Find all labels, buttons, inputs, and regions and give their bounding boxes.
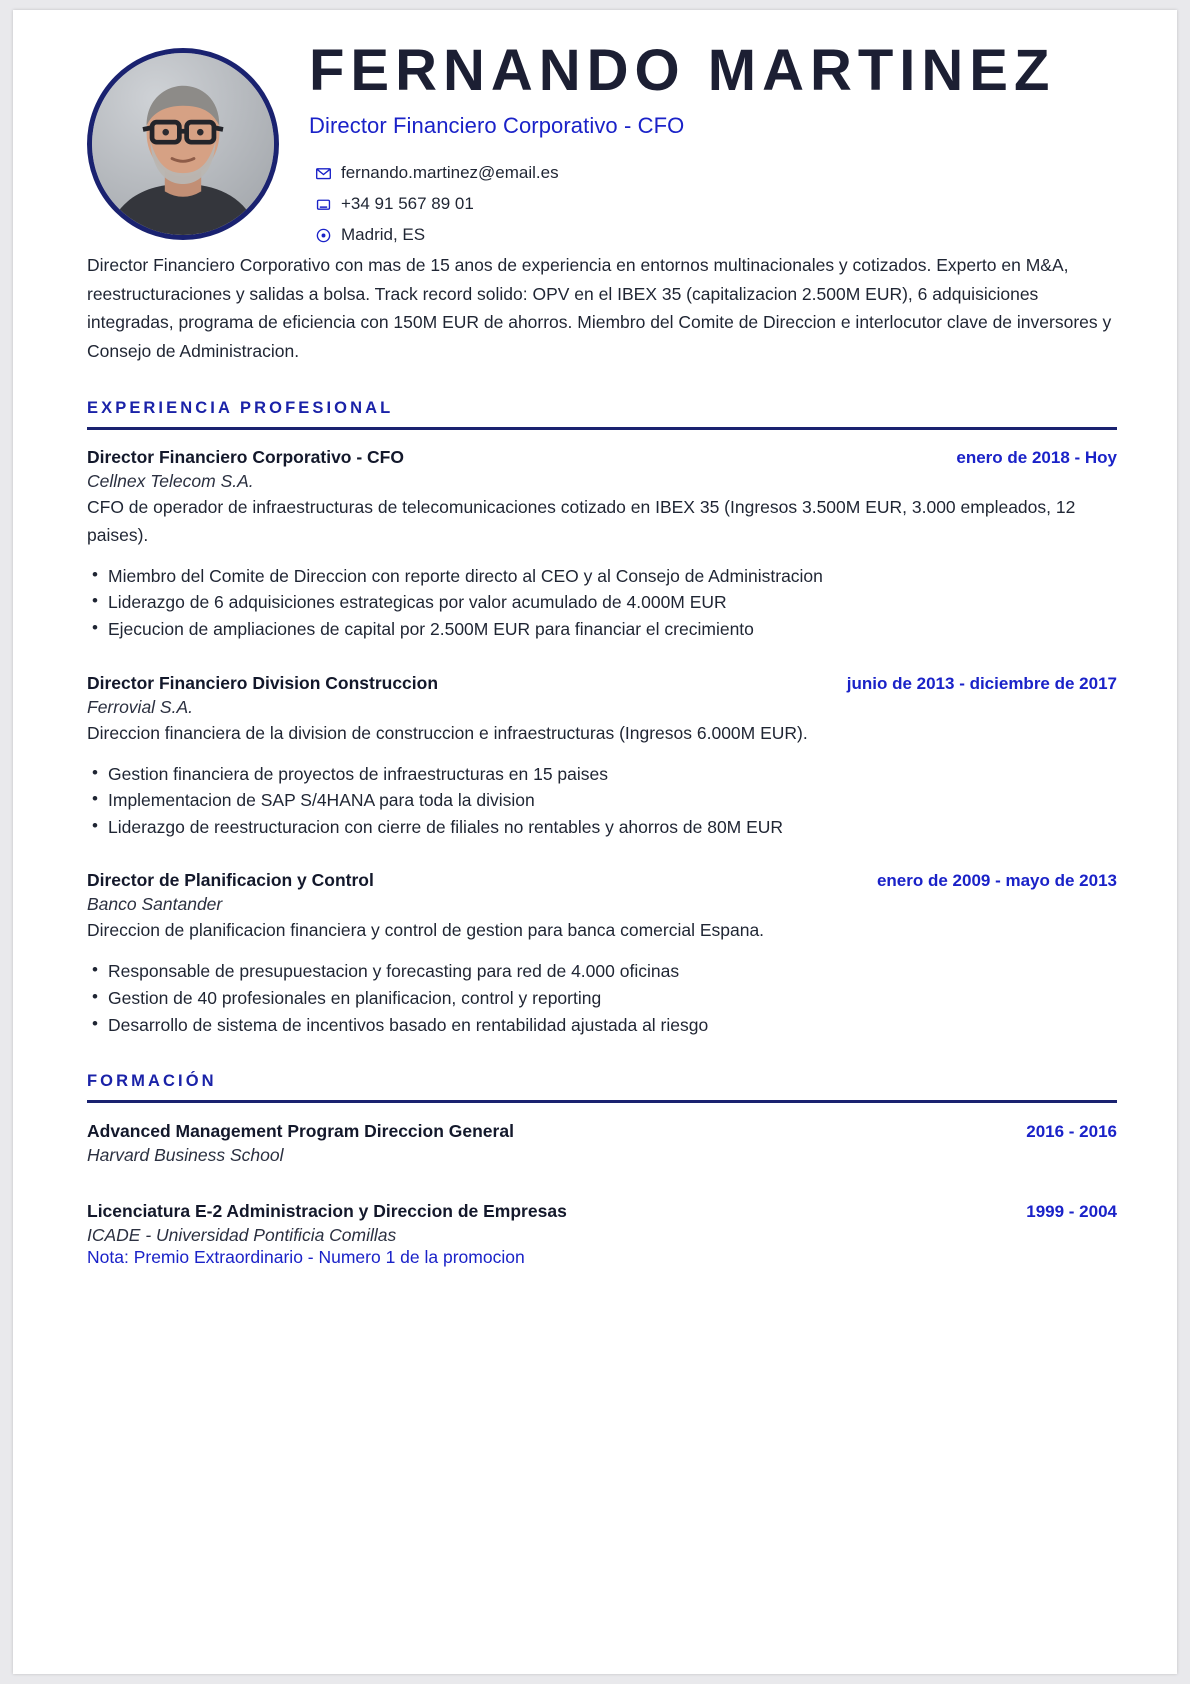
experience-bullet: • Ejecucion de ampliaciones de capital por 2.500M EUR para financiar el crecimiento xyxy=(87,616,1117,643)
experience-bullet: • Liderazgo de 6 adquisiciones estrategicas por valor acumulado de 4.000M EUR xyxy=(87,589,1117,616)
experience-organization: Cellnex Telecom S.A. xyxy=(87,470,254,491)
candidate-name: FERNANDO MARTINEZ xyxy=(309,38,1056,103)
education-entry-header xyxy=(87,1121,1117,1142)
contact-location[interactable] xyxy=(315,225,1117,245)
experience-bullet-list xyxy=(87,563,1117,643)
experience-bullet: • Desarrollo de sistema de incentivos basado en rentabilidad ajustada al riesgo xyxy=(87,1012,1117,1039)
phone-icon xyxy=(315,196,332,213)
experience-bullet: • Miembro del Comite de Direccion con reporte directo al CEO y al Consejo de Administracion xyxy=(87,563,1117,590)
experience-bullet: • Liderazgo de reestructuracion con cierre de filiales no rentables y ahorros de 80M EUR xyxy=(87,814,1117,841)
education-entry-header xyxy=(87,1201,1117,1222)
location-pin-icon xyxy=(315,227,332,244)
contact-phone[interactable] xyxy=(315,194,1117,214)
contact-location-value: Madrid, ES xyxy=(341,225,426,245)
resume-page xyxy=(13,10,1177,1674)
experience-dates: junio de 2013 - diciembre de 2017 xyxy=(846,673,1117,693)
experience-description: Direccion financiera de la division de construccion e infraestructuras (Ingresos 6.000M EUR). xyxy=(87,722,808,743)
envelope-icon xyxy=(315,165,332,182)
section-divider xyxy=(87,427,1117,430)
section-experience xyxy=(87,399,1117,1038)
experience-bullet: • Implementacion de SAP S/4HANA para toda la division xyxy=(87,787,1117,814)
experience-bullet: • Gestion financiera de proyectos de infraestructuras en 15 paises xyxy=(87,761,1117,788)
experience-entry-header xyxy=(87,870,1117,891)
education-entry xyxy=(87,1121,1117,1166)
education-dates: 1999 - 2004 xyxy=(1026,1202,1117,1222)
experience-description: Direccion de planificacion financiera y control de gestion para banca comercial Espana. xyxy=(87,920,765,941)
experience-organization: Ferrovial S.A. xyxy=(87,696,193,717)
section-education xyxy=(87,1072,1117,1268)
education-note: Nota: Premio Extraordinario - Numero 1 de la promocion xyxy=(87,1247,525,1268)
section-title-experience: EXPERIENCIA PROFESIONAL xyxy=(87,398,394,417)
experience-bullet: • Responsable de presupuestacion y forecasting para red de 4.000 oficinas xyxy=(87,958,1117,985)
experience-bullet-list xyxy=(87,958,1117,1038)
avatar-container xyxy=(87,36,283,240)
avatar xyxy=(87,48,279,240)
experience-dates: enero de 2018 - Hoy xyxy=(956,447,1117,467)
education-degree: Licenciatura E-2 Administracion y Direccion de Empresas xyxy=(87,1201,567,1222)
experience-organization: Banco Santander xyxy=(87,894,223,915)
section-divider xyxy=(87,1100,1117,1103)
education-institution: ICADE - Universidad Pontificia Comillas xyxy=(87,1225,397,1246)
experience-entry-header xyxy=(87,447,1117,468)
experience-entry xyxy=(87,447,1117,643)
experience-description: CFO de operador de infraestructuras de telecomunicaciones cotizado en IBEX 35 (Ingresos 3.500M EUR, 3.000 empleados, 12 paises). xyxy=(87,496,1076,545)
professional-summary: Director Financiero Corporativo con mas de 15 anos de experiencia en entornos multinacionales y cotizados. Experto en M&A, reestructuraciones y salidas a bolsa. Track record solido: OPV en el IBEX 35 (capitalizacion 2.500M EUR), 6 adquisiciones integradas, programa de eficiencia con 150M EUR de ahorros. Miembro del Comite de Direccion e interlocutor clave de inversores y Consejo de Administracion. xyxy=(87,255,1112,361)
experience-role: Director Financiero Corporativo - CFO xyxy=(87,446,404,467)
contact-email[interactable] xyxy=(315,163,1117,183)
experience-bullet: • Gestion de 40 profesionales en planificacion, control y reporting xyxy=(87,985,1117,1012)
education-degree: Advanced Management Program Direccion General xyxy=(87,1121,514,1142)
section-title-education: FORMACIÓN xyxy=(87,1072,217,1091)
experience-entry xyxy=(87,870,1117,1038)
resume-header xyxy=(87,36,1117,245)
contact-list xyxy=(309,163,1117,245)
experience-role: Director Financiero Division Construccion xyxy=(87,672,439,693)
contact-phone-value: +34 91 567 89 01 xyxy=(341,194,474,214)
education-dates: 2016 - 2016 xyxy=(1026,1122,1117,1142)
experience-entry-header xyxy=(87,673,1117,694)
candidate-job-title: Director Financiero Corporativo - CFO xyxy=(309,113,685,139)
experience-role: Director de Planificacion y Control xyxy=(87,870,374,891)
person-photo-icon xyxy=(92,53,274,235)
contact-email-value: fernando.martinez@email.es xyxy=(341,163,559,183)
experience-dates: enero de 2009 - mayo de 2013 xyxy=(876,871,1117,891)
experience-entry xyxy=(87,673,1117,841)
experience-bullet-list xyxy=(87,761,1117,841)
header-text-block xyxy=(283,36,1117,245)
education-entry xyxy=(87,1201,1117,1268)
education-institution: Harvard Business School xyxy=(87,1145,284,1166)
